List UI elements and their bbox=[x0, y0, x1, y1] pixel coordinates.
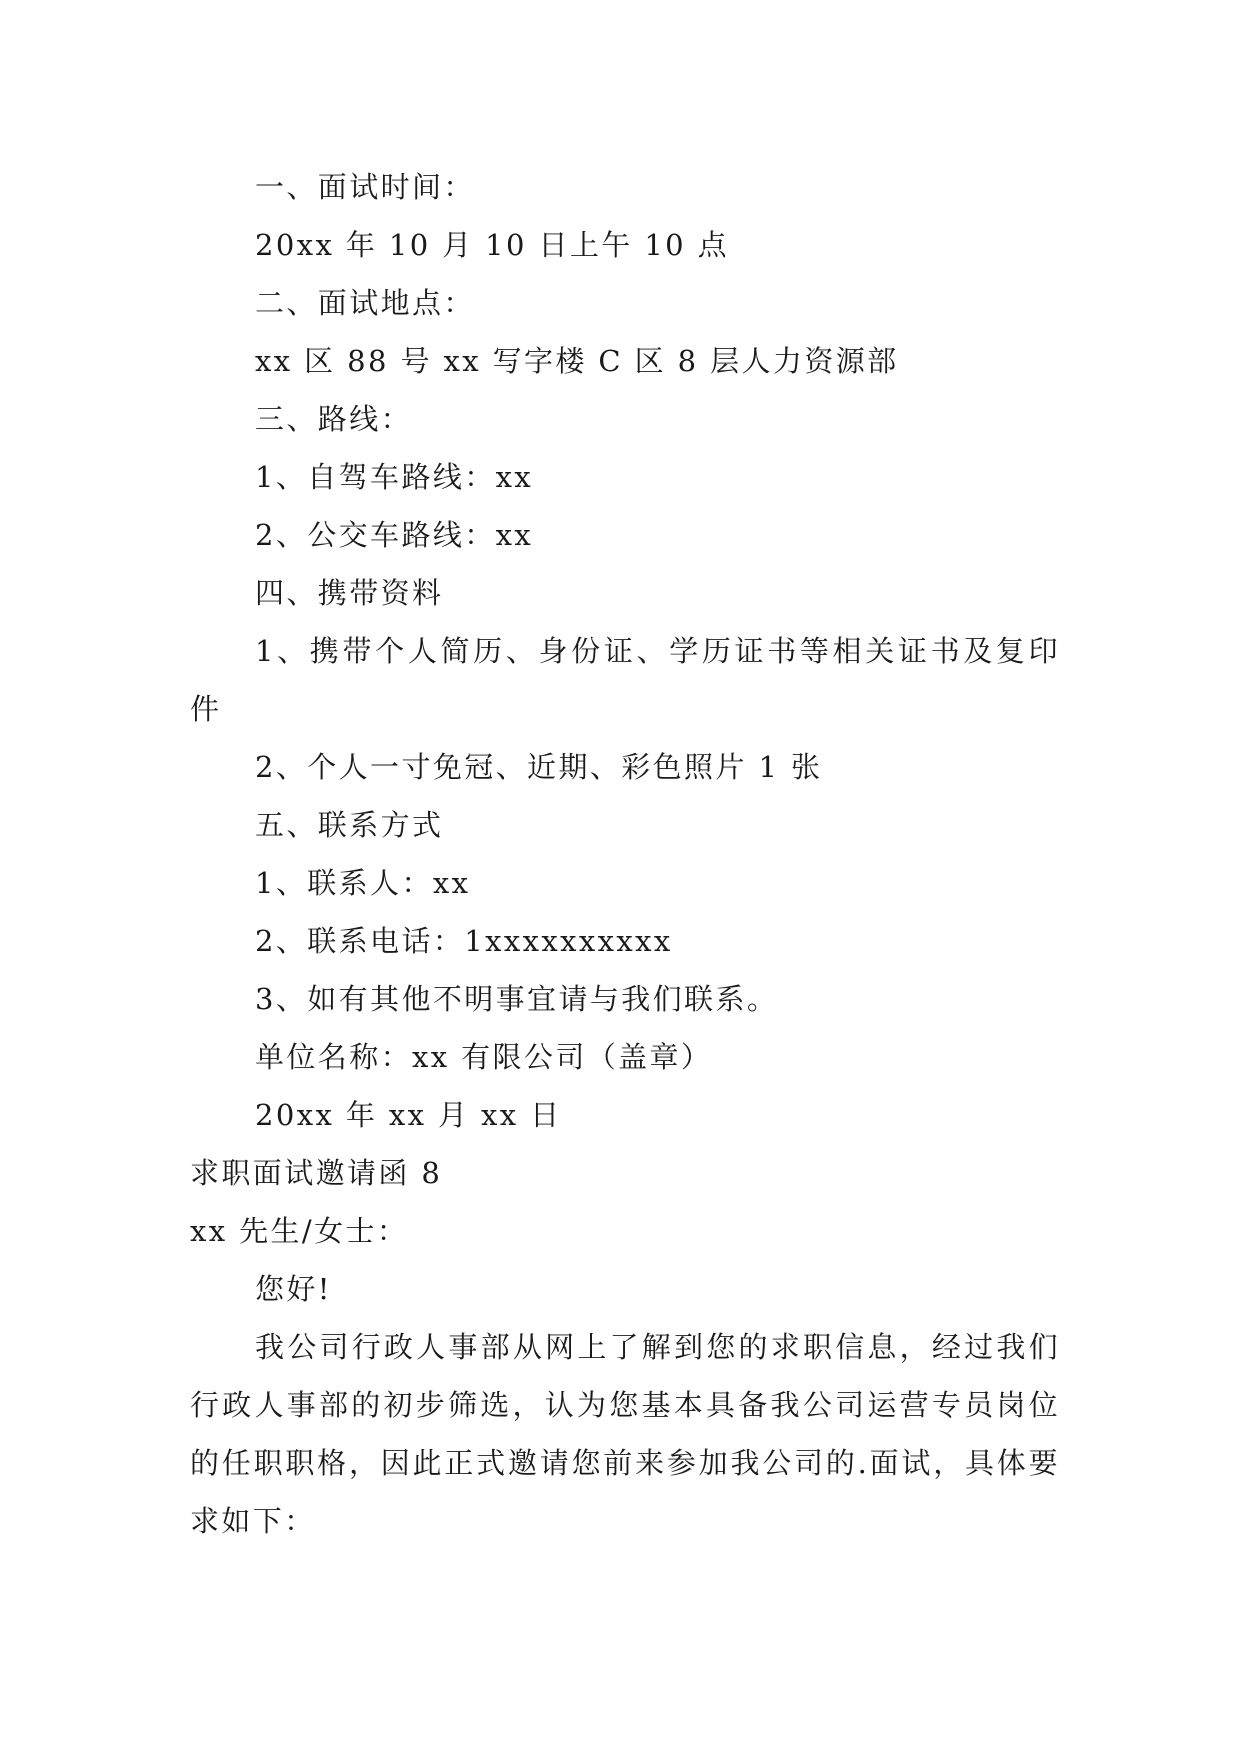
contact-person: 1、联系人：xx bbox=[255, 866, 471, 900]
route-driving: 1、自驾车路线：xx bbox=[255, 460, 534, 494]
greeting: 您好! bbox=[255, 1272, 332, 1306]
interview-location-value: xx 区 88 号 xx 写字楼 C 区 8 层人力资源部 bbox=[255, 344, 899, 378]
document-date: 20xx 年 xx 月 xx 日 bbox=[255, 1098, 562, 1132]
invitation-title: 求职面试邀请函 8 bbox=[190, 1156, 443, 1190]
materials-item-2: 2、个人一寸免冠、近期、彩色照片 1 张 bbox=[255, 750, 823, 784]
section-heading-contact: 五、联系方式 bbox=[255, 808, 444, 842]
interview-time-value: 20xx 年 10 月 10 日上午 10 点 bbox=[255, 228, 730, 262]
materials-item-1: 1、携带个人简历、身份证、学历证书等相关证书及复印件 bbox=[190, 634, 1060, 726]
invitation-body-paragraph: 我公司行政人事部从网上了解到您的求职信息，经过我们行政人事部的初步筛选，认为您基本具备我公司运营专员岗位的任职职格，因此正式邀请您前来参加我公司的.面试，具体要求如下： bbox=[190, 1330, 1060, 1538]
section-heading-materials: 四、携带资料 bbox=[255, 576, 444, 610]
section-heading-interview-time: 一、面试时间： bbox=[255, 170, 475, 204]
salutation: xx 先生/女士： bbox=[190, 1214, 409, 1248]
route-bus: 2、公交车路线：xx bbox=[255, 518, 534, 552]
section-heading-interview-location: 二、面试地点： bbox=[255, 286, 475, 320]
contact-phone: 2、联系电话：1xxxxxxxxxx bbox=[255, 924, 673, 958]
document-body bbox=[190, 158, 1060, 1550]
section-heading-route: 三、路线： bbox=[255, 402, 413, 436]
company-name: 单位名称：xx 有限公司（盖章） bbox=[255, 1040, 713, 1074]
contact-note: 3、如有其他不明事宜请与我们联系。 bbox=[255, 982, 779, 1016]
